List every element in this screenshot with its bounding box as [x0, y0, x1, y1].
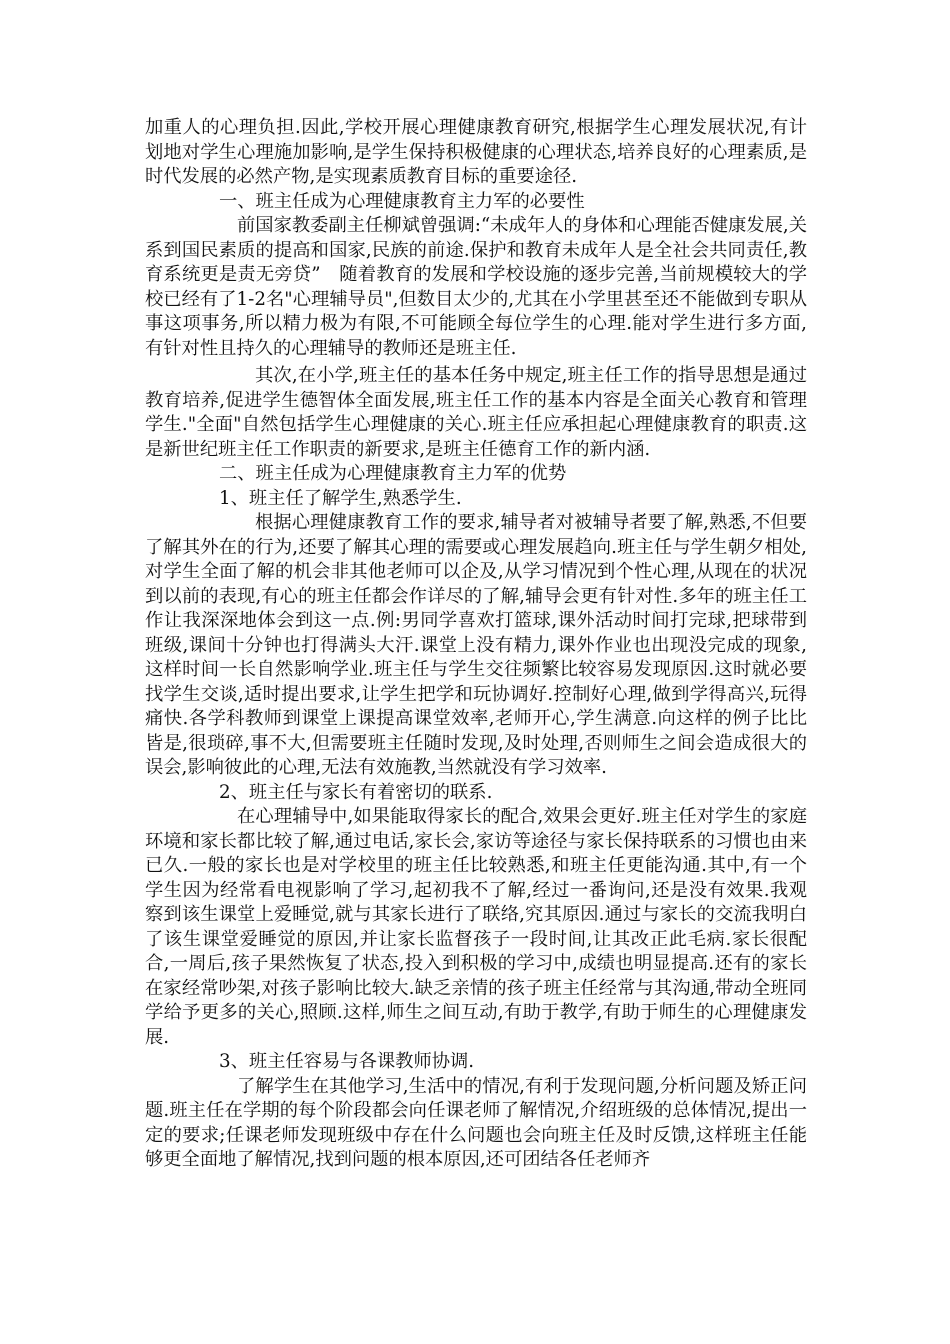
paragraph-intro: 加重人的心理负担.因此,学校开展心理健康教育研究,根据学生心理发展状况,有计划地对学生心理施加影响,是学生保持积极健康的心理状态,培养良好的心理素质,是时代发展的必然产物,是实现素质教育目标的重要途径.: [145, 117, 807, 187]
subsection-heading-3: 3、班主任容易与各课教师协调.: [219, 1051, 475, 1072]
section-heading-1: 一、班主任成为心理健康教育主力军的必要性: [219, 190, 585, 212]
paragraph-secondly: 其次,在小学,班主任的基本任务中规定,班主任工作的指导思想是通过教育培养,促进学生德智体全面发展,班主任工作的基本内容是全面关心教育和管理学生."全面"自然包括学生心理健康的关心.班主任应承担起心理健康教育的职责.这是新世纪班主任工作职责的新要求,是班主任德育工作的新内涵.: [145, 365, 807, 460]
paragraph-necessity: 前国家教委副主任柳斌曾强调:“未成年人的身体和心理能否健康发展,关系到国民素质的提高和国家,民族的前途.保护和教育未成年人是全社会共同责任,教育系统更是责无旁贷” 随着教育的发展和学校设施的逐步完善,当前规模较大的学校已经有了1-2名"心理辅导员",但数目太少的,尤其在小学里甚至还不能做到专职从事这项事务,所以精力极为有限,不可能顾全每位学生的心理.能对学生进行多方面,有针对性且持久的心理辅导的教师还是班主任.: [145, 215, 807, 359]
paragraph-teachers: 了解学生在其他学习,生活中的情况,有利于发现问题,分析问题及矫正问题.班主任在学期的每个阶段都会向任课老师了解情况,介绍班级的总体情况,提出一定的要求;任课老师发现班级中存在什么问题也会向班主任及时反馈,这样班主任能够更全面地了解情况,找到问题的根本原因,还可团结各任老师齐: [145, 1075, 807, 1170]
paragraph-understand-students: 根据心理健康教育工作的要求,辅导者对被辅导者要了解,熟悉,不但要了解其外在的行为,还要了解其心理的需要或心理发展趋向.班主任与学生朝夕相处,对学生全面了解的机会非其他老师可以企及,从学习情况到个性心理,从现在的状况到以前的表现,有心的班主任都会作详尽的了解,辅导会更有针对性.多年的班主任工作让我深深地体会到这一点.例:男同学喜欢打篮球,课外活动时间打完球,把球带到班级,课间十分钟也打得满头大汗.课堂上没有精力,课外作业也出现没完成的现象,这样时间一长自然影响学业.班主任与学生交往频繁比较容易发现原因.这时就必要找学生交谈,适时提出要求,让学生把学和玩协调好.控制好心理,做到学得高兴,玩得痛快.各学科教师到课堂上课提高课堂效率,老师开心,学生满意.向这样的例子比比皆是,很琐碎,事不大,但需要班主任随时发现,及时处理,否则师生之间会造成很大的误会,影响彼此的心理,无法有效施教,当然就没有学习效率.: [145, 512, 807, 778]
subsection-heading-1: 1、班主任了解学生,熟悉学生.: [219, 487, 462, 509]
paragraph-parents: 在心理辅导中,如果能取得家长的配合,效果会更好.班主任对学生的家庭环境和家长都比较了解,通过电话,家长会,家访等途径与家长保持联系的习惯也由来已久.一般的家长也是对学校里的班主任比较熟悉,和班主任更能沟通.其中,有一个学生因为经常看电视影响了学习,起初我不了解,经过一番询问,还是没有效果.我观察到该生课堂上爱睡觉,就与其家长进行了联络,究其原因.通过与家长的交流我明白了该生课堂爱睡觉的原因,并让家长监督孩子一段时间,让其改正此毛病.家长很配合,一周后,孩子果然恢复了状态,投入到积极的学习中,成绩也明显提高.还有的家长在家经常吵架,对孩子影响比较大.缺乏亲情的孩子班主任经常与其沟通,带动全班同学给予更多的关心,照顾.这样,师生之间互动,有助于教学,有助于师生的心理健康发展.: [145, 806, 807, 1048]
subsection-heading-2: 2、班主任与家长有着密切的联系.: [219, 781, 493, 803]
document-page: [145, 116, 807, 1173]
section-heading-2: 二、班主任成为心理健康教育主力军的优势: [219, 463, 567, 484]
